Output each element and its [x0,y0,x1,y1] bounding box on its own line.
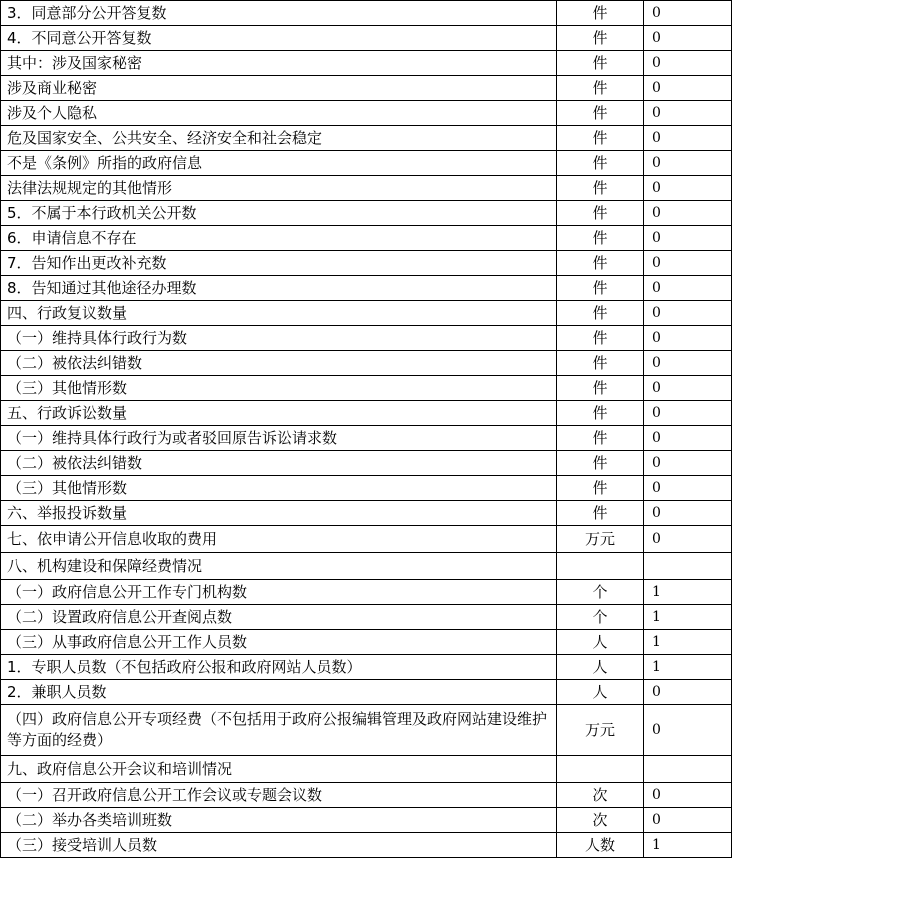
row-name-cell: 四、行政复议数量 [1,301,557,326]
row-unit-cell: 个 [557,605,644,630]
row-value-cell: 0 [644,26,732,51]
table-row [1,126,732,151]
row-value-cell: 0 [644,680,732,705]
table-row [1,101,732,126]
row-value-cell: 0 [644,783,732,808]
table-row [1,680,732,705]
row-value-cell: 0 [644,476,732,501]
row-unit-cell: 件 [557,376,644,401]
row-value-cell: 1 [644,605,732,630]
row-value-cell: 0 [644,151,732,176]
row-unit-cell: 件 [557,51,644,76]
row-name-cell: 九、政府信息公开会议和培训情况 [1,756,557,783]
row-value-cell: 0 [644,705,732,756]
row-unit-cell: 件 [557,451,644,476]
row-unit-cell: 人数 [557,833,644,858]
table-row [1,426,732,451]
row-unit-cell: 次 [557,783,644,808]
table-row [1,833,732,858]
table-row [1,783,732,808]
table-row [1,401,732,426]
row-value-cell: 0 [644,426,732,451]
row-unit-cell: 件 [557,201,644,226]
row-unit-cell: 件 [557,476,644,501]
row-unit-cell: 人 [557,680,644,705]
row-value-cell: 0 [644,51,732,76]
row-unit-cell: 件 [557,126,644,151]
row-name-cell: （三）接受培训人员数 [1,833,557,858]
row-value-cell: 0 [644,501,732,526]
row-unit-cell: 个 [557,580,644,605]
row-unit-cell: 人 [557,655,644,680]
row-name-cell: 4．不同意公开答复数 [1,26,557,51]
row-name-cell: （三）其他情形数 [1,376,557,401]
table-row [1,756,732,783]
row-value-cell: 0 [644,808,732,833]
row-unit-cell: 万元 [557,705,644,756]
table-row [1,580,732,605]
row-unit-cell: 件 [557,251,644,276]
row-name-cell: 不是《条例》所指的政府信息 [1,151,557,176]
row-name-cell: 危及国家安全、公共安全、经济安全和社会稳定 [1,126,557,151]
row-unit-cell: 次 [557,808,644,833]
row-value-cell: 0 [644,126,732,151]
row-unit-cell: 件 [557,101,644,126]
row-value-cell: 1 [644,655,732,680]
row-name-cell: 六、举报投诉数量 [1,501,557,526]
row-name-cell: 其中：涉及国家秘密 [1,51,557,76]
row-value-cell: 0 [644,526,732,553]
table-row [1,51,732,76]
table-row [1,376,732,401]
row-value-cell: 0 [644,326,732,351]
table-row [1,251,732,276]
row-unit-cell: 人 [557,630,644,655]
table-row [1,808,732,833]
row-value-cell: 0 [644,401,732,426]
row-unit-cell: 件 [557,151,644,176]
row-name-cell: （二）设置政府信息公开查阅点数 [1,605,557,630]
row-value-cell [644,553,732,580]
table-row [1,351,732,376]
row-name-cell: （四）政府信息公开专项经费（不包括用于政府公报编辑管理及政府网站建设维护等方面的经费） [1,705,557,756]
row-unit-cell: 件 [557,76,644,101]
row-value-cell: 0 [644,176,732,201]
table-body [1,1,732,858]
row-value-cell: 0 [644,226,732,251]
row-name-cell: （一）召开政府信息公开工作会议或专题会议数 [1,783,557,808]
row-name-cell: 涉及商业秘密 [1,76,557,101]
row-name-cell: 7．告知作出更改补充数 [1,251,557,276]
row-name-cell: （二）举办各类培训班数 [1,808,557,833]
table-row [1,201,732,226]
table-row [1,655,732,680]
table-row [1,176,732,201]
table-row [1,326,732,351]
row-value-cell: 0 [644,351,732,376]
table-row [1,151,732,176]
row-unit-cell: 件 [557,326,644,351]
row-unit-cell: 件 [557,1,644,26]
row-value-cell: 0 [644,76,732,101]
row-value-cell: 1 [644,833,732,858]
table-row [1,276,732,301]
row-value-cell: 0 [644,1,732,26]
row-unit-cell [557,553,644,580]
table-row [1,26,732,51]
row-name-cell: 七、依申请公开信息收取的费用 [1,526,557,553]
row-name-cell: （一）政府信息公开工作专门机构数 [1,580,557,605]
table-row [1,705,732,756]
row-unit-cell: 件 [557,401,644,426]
table-row [1,605,732,630]
row-value-cell: 0 [644,251,732,276]
row-value-cell: 0 [644,101,732,126]
row-unit-cell: 万元 [557,526,644,553]
row-name-cell: （三）从事政府信息公开工作人员数 [1,630,557,655]
table-row [1,526,732,553]
row-value-cell: 0 [644,201,732,226]
row-name-cell: （二）被依法纠错数 [1,451,557,476]
table-row [1,553,732,580]
row-name-cell: 涉及个人隐私 [1,101,557,126]
row-unit-cell: 件 [557,426,644,451]
row-name-cell: 1．专职人员数（不包括政府公报和政府网站人员数） [1,655,557,680]
table-row [1,501,732,526]
row-name-cell: 5．不属于本行政机关公开数 [1,201,557,226]
row-value-cell [644,756,732,783]
table-row [1,451,732,476]
row-unit-cell: 件 [557,501,644,526]
row-name-cell: 法律法规规定的其他情形 [1,176,557,201]
row-value-cell: 0 [644,451,732,476]
row-unit-cell: 件 [557,276,644,301]
row-name-cell: 6．申请信息不存在 [1,226,557,251]
row-name-cell: 五、行政诉讼数量 [1,401,557,426]
table-row [1,76,732,101]
row-name-cell: （一）维持具体行政行为数 [1,326,557,351]
table-row [1,301,732,326]
table-row [1,476,732,501]
row-name-cell: 2．兼职人员数 [1,680,557,705]
row-unit-cell: 件 [557,176,644,201]
table-row [1,226,732,251]
row-unit-cell: 件 [557,226,644,251]
table-row [1,630,732,655]
row-value-cell: 0 [644,376,732,401]
row-name-cell: 3．同意部分公开答复数 [1,1,557,26]
row-unit-cell: 件 [557,301,644,326]
row-unit-cell: 件 [557,351,644,376]
row-unit-cell [557,756,644,783]
row-name-cell: 8．告知通过其他途径办理数 [1,276,557,301]
table-row [1,1,732,26]
row-value-cell: 1 [644,630,732,655]
row-name-cell: （一）维持具体行政行为或者驳回原告诉讼请求数 [1,426,557,451]
row-value-cell: 0 [644,276,732,301]
row-name-cell: （三）其他情形数 [1,476,557,501]
row-value-cell: 1 [644,580,732,605]
row-name-cell: 八、机构建设和保障经费情况 [1,553,557,580]
row-value-cell: 0 [644,301,732,326]
row-unit-cell: 件 [557,26,644,51]
row-name-cell: （二）被依法纠错数 [1,351,557,376]
